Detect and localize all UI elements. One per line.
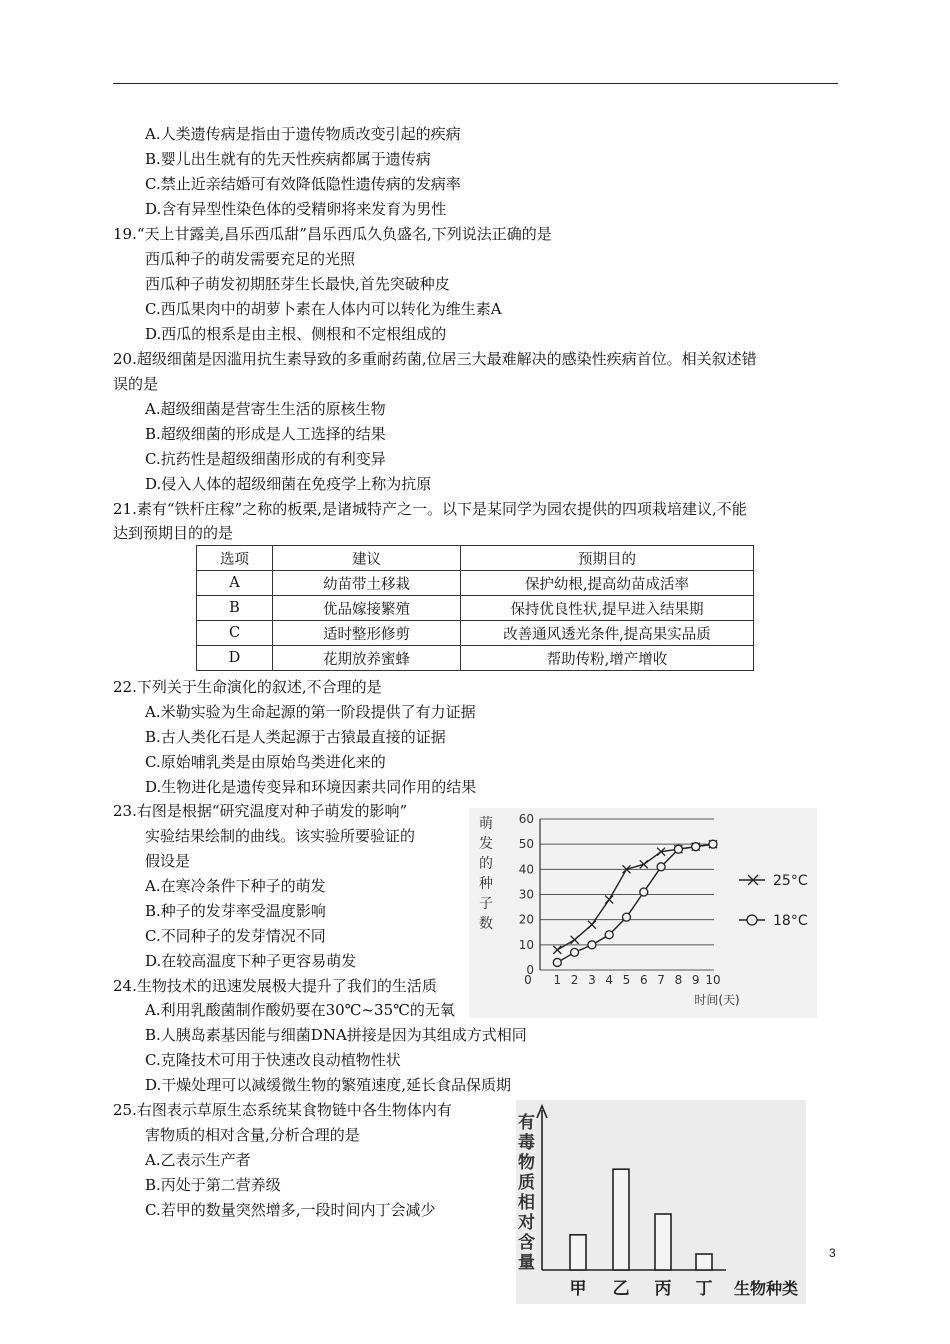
- table-row: [197, 596, 754, 621]
- x-tick-label: 0: [524, 973, 532, 987]
- q23-stem-line1: 23.右图是根据“研究温度对种子萌发的影响”: [113, 802, 408, 820]
- q21-header-advice: 建议: [273, 546, 461, 571]
- header-rule: [113, 83, 838, 84]
- x-axis-label: 生物种类: [733, 1279, 799, 1298]
- y-tick-label: 20: [518, 912, 534, 927]
- q19-option-b: 西瓜种子萌发初期胚芽生长最快,首先突破种皮: [145, 275, 450, 293]
- data-point-x: [605, 896, 613, 904]
- series-line-25°C: [557, 844, 713, 950]
- x-tick-label: 丁: [695, 1279, 713, 1299]
- q19-stem: 19.“天上甘露美,昌乐西瓜甜”昌乐西瓜久负盛名,下列说法正确的是: [113, 225, 552, 243]
- data-point-o: [657, 863, 665, 871]
- q25-option-c: C.若甲的数量突然增多,一段时间内丁会减少: [145, 1201, 436, 1219]
- q20-option-a: A.超级细菌是营寄生生活的原核生物: [145, 400, 386, 418]
- q24-option-b: B.人胰岛素基因能与细菌DNA拼接是因为其组成方式相同: [145, 1026, 527, 1044]
- legend-label: 18°C: [773, 913, 808, 929]
- germination-chart: [469, 808, 817, 1018]
- q24-option-c: C.克隆技术可用于快速改良动植物性状: [145, 1051, 401, 1069]
- table-cell: 保护幼根,提高幼苗成活率: [461, 571, 754, 596]
- y-axis-label-char: 量: [518, 1253, 535, 1273]
- q25-option-a: A.乙表示生产者: [145, 1151, 251, 1169]
- legend-marker-o: [747, 915, 757, 925]
- q22-option-d: D.生物进化是遗传变异和环境因素共同作用的结果: [145, 778, 477, 796]
- data-point-o: [709, 840, 717, 848]
- x-tick-label: 1: [553, 973, 562, 987]
- x-tick-label: 2: [570, 973, 579, 987]
- table-cell: 优品嫁接繁殖: [273, 596, 461, 621]
- table-cell: C: [197, 621, 273, 646]
- q21-table: [196, 545, 754, 671]
- data-point-x: [640, 860, 648, 868]
- q23-stem-line3: 假设是: [145, 852, 191, 870]
- q23-stem-line2: 实验结果绘制的曲线。该实验所要验证的: [145, 827, 416, 845]
- q23-option-c: C.不同种子的发芽情况不同: [145, 927, 326, 945]
- data-point-x: [588, 921, 596, 929]
- bar-乙: [613, 1169, 629, 1270]
- q21-stem-line2: 达到预期目的的是: [113, 524, 234, 542]
- q25-stem-line2: 害物质的相对含量,分析合理的是: [145, 1126, 360, 1144]
- q20-option-b: B.超级细菌的形成是人工选择的结果: [145, 425, 386, 443]
- x-tick-label: 甲: [569, 1279, 587, 1299]
- q18-option-b: B.婴儿出生就有的先天性疾病都属于遗传病: [145, 150, 431, 168]
- data-point-o: [605, 931, 613, 939]
- y-axis-label-char: 对: [518, 1213, 535, 1233]
- q18-option-d: D.含有异型性染色体的受精卵将来发育为男性: [145, 200, 447, 218]
- q24-stem: 24.生物技术的迅速发展极大提升了我们的生活质: [113, 977, 437, 995]
- data-point-o: [640, 888, 648, 896]
- x-tick-label: 4: [605, 973, 614, 987]
- y-tick-label: 30: [518, 887, 534, 902]
- legend-label: 25°C: [773, 873, 808, 889]
- table-cell: 保持优良性状,提早进入结果期: [461, 596, 754, 621]
- x-tick-label: 10: [705, 973, 721, 987]
- q23-option-b: B.种子的发芽率受温度影响: [145, 902, 326, 920]
- table-cell: 幼苗带土移栽: [273, 571, 461, 596]
- table-cell: D: [197, 646, 273, 671]
- table-cell: A: [197, 571, 273, 596]
- data-point-o: [571, 948, 579, 956]
- y-axis-label-char: 质: [518, 1173, 535, 1193]
- q22-option-c: C.原始哺乳类是由原始鸟类进化来的: [145, 753, 386, 771]
- x-tick-label: 7: [657, 973, 665, 987]
- toxin-bar-chart: [516, 1100, 806, 1304]
- q20-option-d: D.侵入人体的超级细菌在免疫学上称为抗原: [145, 475, 432, 493]
- data-point-o: [553, 958, 561, 966]
- q20-stem-line2: 误的是: [113, 375, 159, 393]
- page-number: 3: [829, 1246, 836, 1260]
- toxin-bar-chart-svg: [516, 1100, 806, 1304]
- table-row: [197, 571, 754, 596]
- x-tick-label: 5: [622, 973, 631, 987]
- x-axis-label: 时间(天): [694, 993, 740, 1007]
- q24-option-d: D.干燥处理可以减缓微生物的繁殖速度,延长食品保质期: [145, 1076, 512, 1094]
- q19-option-d: D.西瓜的根系是由主根、侧根和不定根组成的: [145, 325, 447, 343]
- q20-option-c: C.抗药性是超级细菌形成的有利变异: [145, 450, 386, 468]
- data-point-x: [571, 936, 579, 944]
- table-row: [197, 621, 754, 646]
- x-tick-label: 6: [639, 973, 648, 987]
- y-axis-label-char: 发: [479, 836, 493, 852]
- y-axis-label-char: 萌: [479, 816, 493, 832]
- table-row: [197, 646, 754, 671]
- table-cell: 帮助传粉,增产增收: [461, 646, 754, 671]
- q22-stem: 22.下列关于生命演化的叙述,不合理的是: [113, 678, 382, 696]
- y-axis-label-char: 物: [518, 1153, 535, 1173]
- data-point-o: [623, 913, 631, 921]
- bar-丁: [696, 1254, 712, 1270]
- x-tick-label: 3: [588, 973, 596, 987]
- y-tick-label: 0: [526, 963, 534, 977]
- y-axis-label-char: 含: [518, 1233, 535, 1253]
- y-axis-label-char: 子: [479, 896, 493, 912]
- y-tick-label: 40: [518, 862, 534, 877]
- y-tick-label: 60: [518, 812, 534, 826]
- y-tick-label: 10: [518, 937, 534, 952]
- bar-甲: [570, 1235, 586, 1270]
- q18-option-c: C.禁止近亲结婚可有效降低隐性遗传病的发病率: [145, 175, 461, 193]
- table-cell: 改善通风透光条件,提高果实品质: [461, 621, 754, 646]
- q18-option-a: A.人类遗传病是指由于遗传物质改变引起的疾病: [145, 125, 461, 143]
- q24-option-a: A.利用乳酸菌制作酸奶要在30℃~35℃的无氧: [145, 1001, 455, 1019]
- q25-option-b: B.丙处于第二营养级: [145, 1176, 281, 1194]
- germination-chart-svg: [469, 808, 817, 1018]
- y-axis-label-char: 有: [518, 1113, 535, 1133]
- q19-option-c: C.西瓜果肉中的胡萝卜素在人体内可以转化为维生素A: [145, 300, 502, 318]
- q23-option-a: A.在寒冷条件下种子的萌发: [145, 877, 326, 895]
- table-cell: 适时整形修剪: [273, 621, 461, 646]
- table-cell: B: [197, 596, 273, 621]
- y-axis-label-char: 相: [518, 1193, 535, 1213]
- q21-header-goal: 预期目的: [461, 546, 754, 571]
- q19-option-a: 西瓜种子的萌发需要充足的光照: [145, 250, 356, 268]
- y-tick-label: 50: [518, 837, 534, 852]
- bar-丙: [655, 1214, 671, 1270]
- q21-header-option: 选项: [197, 546, 273, 571]
- x-tick-label: 乙: [612, 1279, 630, 1299]
- x-tick-label: 丙: [654, 1279, 672, 1299]
- y-axis-label-char: 毒: [518, 1133, 535, 1153]
- q22-option-b: B.古人类化石是人类起源于古猿最直接的证据: [145, 728, 446, 746]
- q25-stem-line1: 25.右图表示草原生态系统某食物链中各生物体内有: [113, 1101, 452, 1119]
- q22-option-a: A.米勒实验为生命起源的第一阶段提供了有力证据: [145, 703, 476, 721]
- x-tick-label: 9: [691, 973, 700, 987]
- table-cell: 花期放养蜜蜂: [273, 646, 461, 671]
- y-axis-label-char: 的: [479, 856, 493, 872]
- data-point-o: [588, 941, 596, 949]
- q23-option-d: D.在较高温度下种子更容易萌发: [145, 952, 357, 970]
- data-point-x: [553, 946, 561, 954]
- data-point-o: [674, 845, 682, 853]
- q21-stem-line1: 21.素有“铁杆庄稼”之称的板栗,是诸城特产之一。以下是某同学为园农提供的四项栽培建议,不能: [113, 500, 747, 518]
- y-axis-label-char: 数: [479, 916, 493, 932]
- q20-stem-line1: 20.超级细菌是因滥用抗生素导致的多重耐药菌,位居三大最难解决的感染性疾病首位。相关叙述错: [113, 350, 757, 368]
- data-point-o: [692, 843, 700, 851]
- x-tick-label: 8: [674, 973, 683, 987]
- y-axis-label-char: 种: [479, 876, 493, 892]
